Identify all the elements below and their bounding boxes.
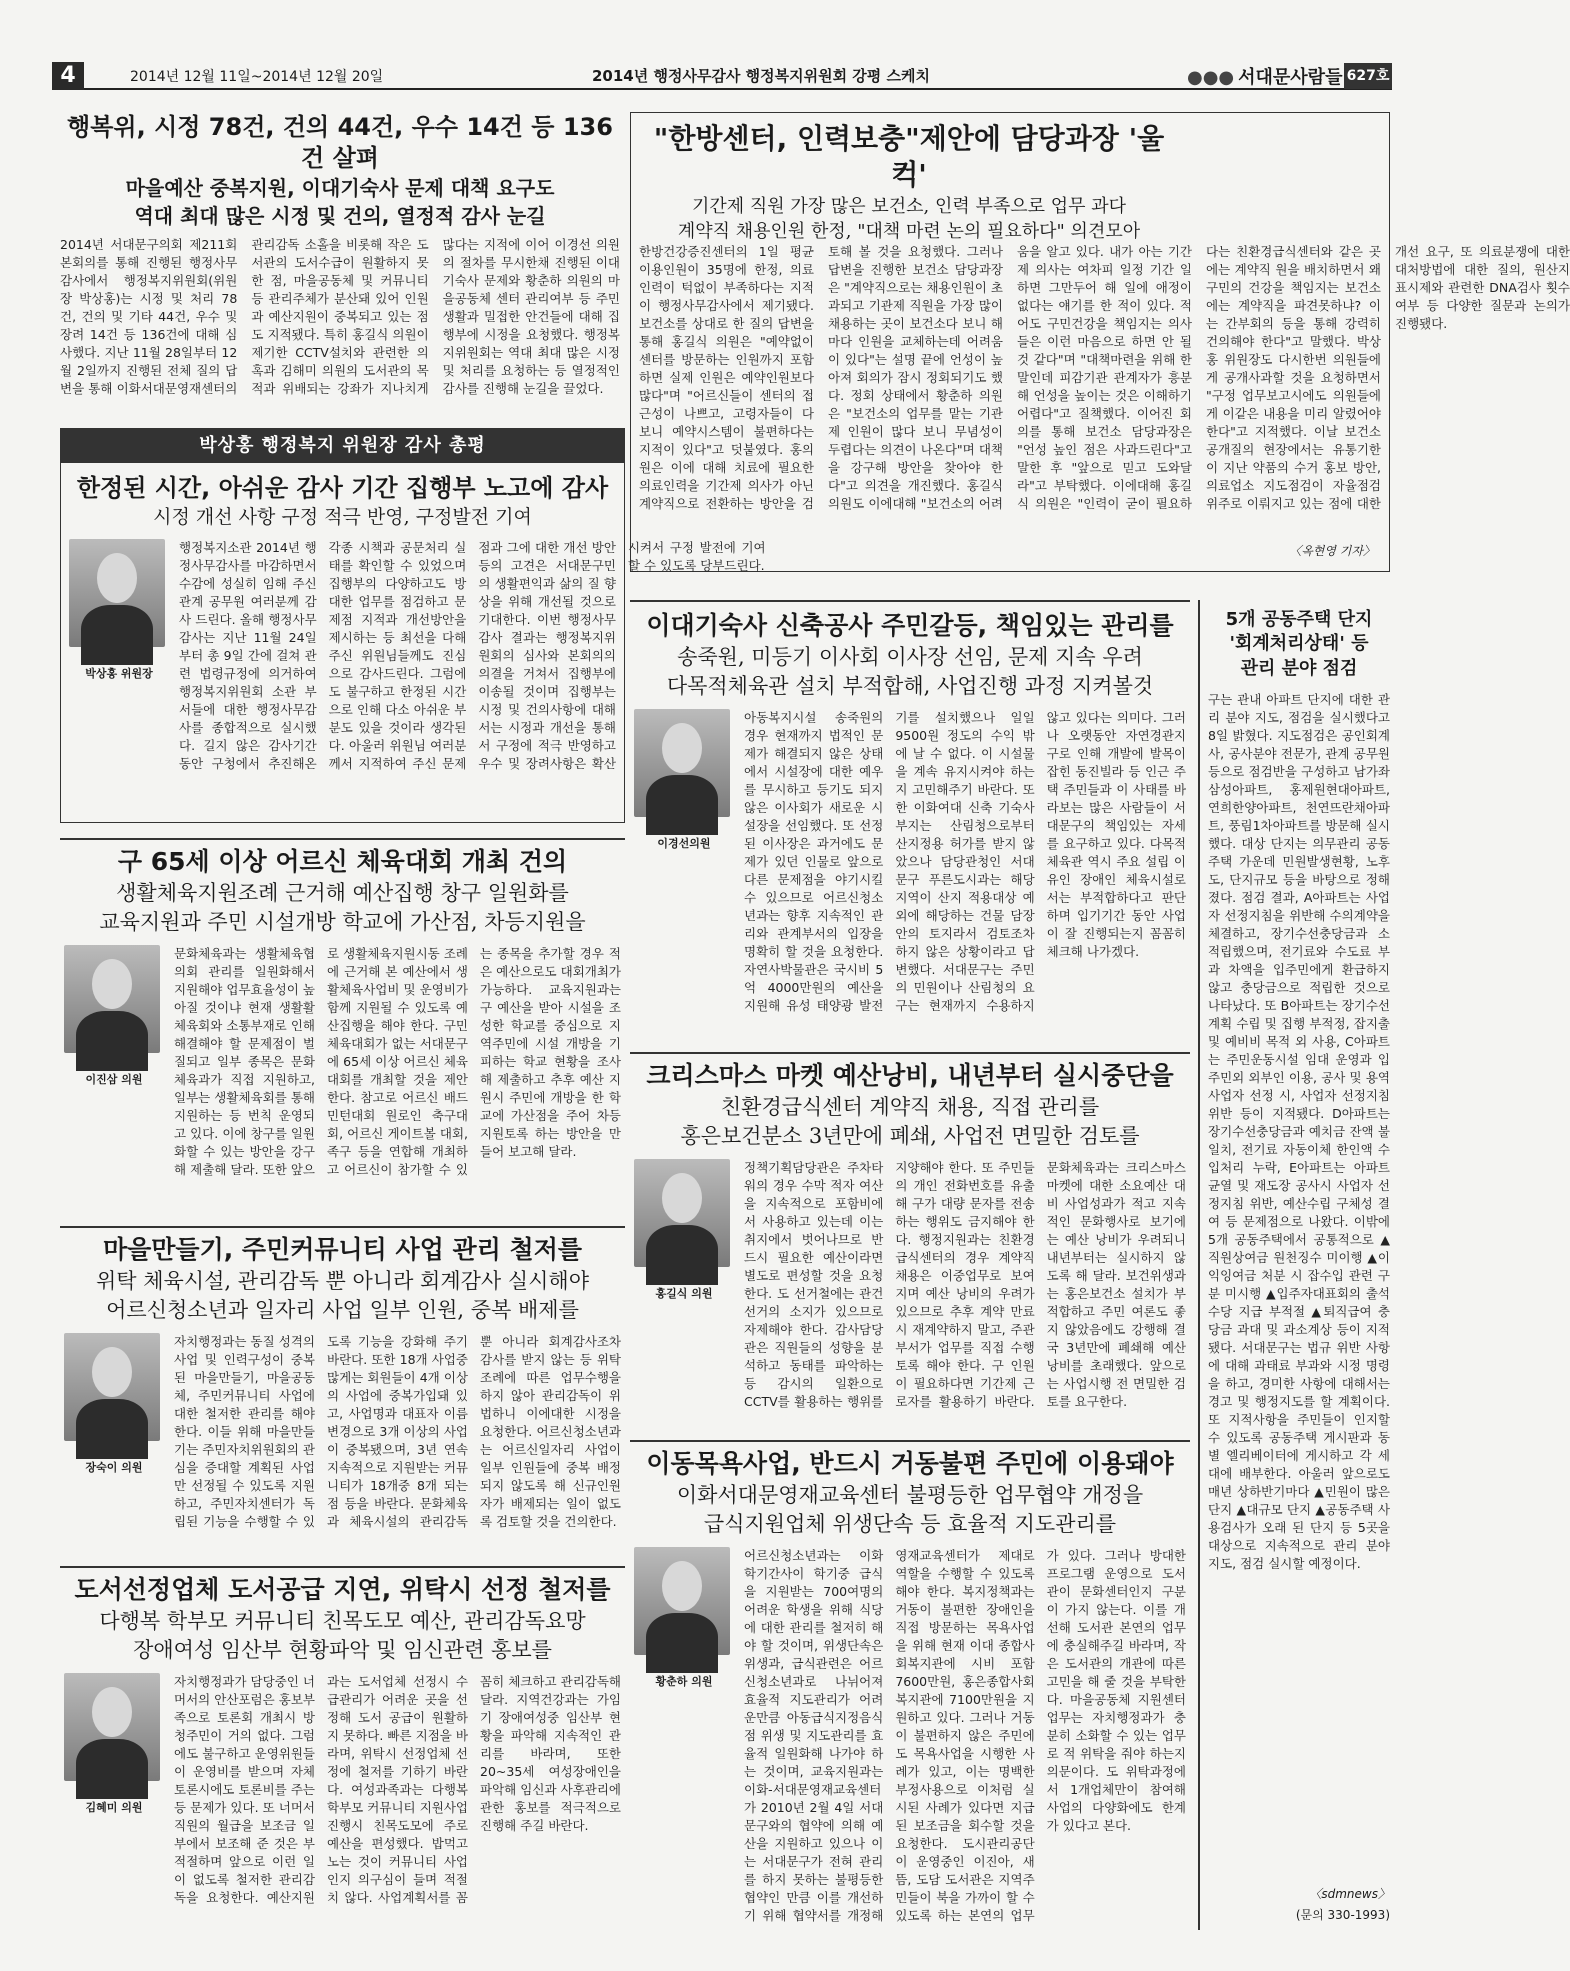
councilor-photo [64,1673,164,1815]
paper-logo [1187,63,1392,89]
article-subtitle: 역대 최대 많은 시정 및 건의, 열정적 감사 눈길 [134,204,546,229]
article-review-summary [60,112,620,404]
article-subtitle: 시정 개선 사항 구정 적극 반영, 구정발전 기여 [153,506,532,529]
portrait-image [634,1547,730,1655]
councilor-photo [634,1547,734,1689]
divider [630,600,1190,602]
portrait-image [64,1333,160,1441]
article-body: 행정복지소관 2014년 행정사무감사를 마감하면서 수감에 성실히 임해 주신 관계 공무원 여러분께 감사 드린다. 올해 행정사무감사는 지난 11월 24일부터 총 9일 간에 걸쳐 관련 법령규정에 의거하여 행정복지위원회 소관 부서들에 대한 행정사무감사를 종합적으로 실시했다. 길지 않은 감사기간 동안 구청에서 추진해온 각종 시책과 공문처리 실태를 확인할 수 있었으며 집행부의 다양하고도 방대한 업무를 점검하고 문제점 지적과 개선방안을 제시하는 등 최선을 다해주신 위원님들께도 진심으로 감사드린다. 그럼에도 불구하고 한정된 시간으로 인해 다소 아쉬운 부분도 있을 것이라 생각된다. 아울러 위원님 여러분께서 지적하여 주신 문제점과 그에 대한 개선 방안 등의 고견은 서대문구민의 생활편익과 삶의 질 향상을 위해 개선될 것으로 기대한다. 이번 행정사무감사 결과는 행정복지위원회의 심사와 본회의의 의결을 거쳐서 집행부에 이송될 것이며 집행부는 시정 및 건의사항에 대해서는 시정과 개선을 통해서 구정에 적극 반영하고 우수 및 장려사항은 확산시켜서 구정 발전에 기여할 수 있도록 당부드린다. [179,539,766,771]
portrait-image [64,1673,160,1781]
section-title: 2014년 행정사무감사 행정복지위원회 강평 스케치 [592,67,930,85]
article-subtitle: 어르신청소년과 일자리 사업 일부 인원, 중복 배제를 [106,1297,579,1322]
contact-info: (문의 330-1993) [1295,1907,1390,1922]
divider [630,1440,1190,1442]
article-title: 구 65세 이상 어르신 체육대회 개최 건의 [117,847,568,876]
article-title: 마을만들기, 주민커뮤니티 사업 관리 철저를 [102,1235,582,1264]
divider [60,1226,625,1228]
article-subtitle: 급식지원업체 위생단속 등 효율적 지도관리를 [703,1511,1117,1536]
article-health-center [630,112,1570,572]
article-chair-review [60,428,766,823]
councilor-photo [64,1333,164,1475]
article-title: 5개 공동주택 단지 [1225,609,1373,630]
article-body: 어르신청소년과는 이화 학기간사이 학기중 급식을 지원받는 700여명의 어려운 학생을 위해 식당에 대한 관리를 철저히 해야 할 것이며, 위생단속은 위생과, 급식관련은 어르신청소년과로 나뉘어져 효율적 지도관리가 어려운만큼 아동급식지정음식점 위생 및 지도관리를 효율적 일원화해 나가야 하는 것이며, 교육지원과는 이화-서대문영재교육센터가 2010년 2월 4일 서대문구와의 협약에 의해 예산을 지원하고 있으나 이는 서대문구가 전혀 관리를 하지 못하는 불평등한 협약인 만큼 이를 개선하기 위해 협약서를 개정해 영재교육센터가 제대로 역할을 수행할 수 있도록 해야 한다. 복지정책과는 거동이 불편한 장애인을 직접 방문하는 목욕사업을 위해 현재 이대 종합사회복지관에 시비 포함 7600만원, 홍은종합사회복지관에 7100만원을 지원하고 있다. 그러나 거동이 불편하지 않은 주민에도 목욕사업을 시행한 사례가 있고, 이는 명백한 부정사용으로 이처럼 실시된 사례가 있다면 지급된 보조금을 회수할 것을 요청한다. 도시관리공단이 운영중인 이진아, 새뜸, 도담 도서관은 지역주민들이 북을 가까이 할 수 있도록 하는 본연의 업무가 있다. 그러나 방대한 프로그램 운영으로 도서관이 문화센터인지 구분이 가지 않는다. 이를 개선해 도서관 본연의 업무에 충실해주길 바라며, 작은 도서관의 개관에 따른 고민을 해 줄 것을 부탁한다. 마을공동체 지원센터 업무는 자치행정과가 충분히 소화할 수 있는 업무로 적 위탁을 줘야 하는지 의문이다. 도 위탁과정에서 1개업체만이 참여해 사업의 다양화에도 한계가 있다고 본다. [744,1548,1186,1924]
article-subtitle: 기간제 직원 가장 많은 보건소, 인력 부족으로 업무 과다 [691,195,1127,217]
article-body: 문화체육과는 생활체육협의회 관리를 일원화해서 지원해야 업무효율성이 높아질 것이냐 현재 생활활체육회와 소통부재로 인해 해결해야 할 문제점이 벌질되고 일부 종목은 문화체육과가 직접 지원하고, 일부는 생활체육회를 통해 지원하는 등 번칙 운영되고 있다. 이에 창구를 일원화할 수 있는 방안을 강구해 제출해 달라. 또한 앞으로 생활체육지원시동 조례에 근거해 본 예산에서 생활체육사업비 및 운영비가 함께 지원될 수 있도록 예산집행을 해야 한다. 구민체육대회가 없는 서대문구에 65세 이상 어르신 체육대회를 개최할 것을 제안한다. 참고로 어르신 배드민턴대회 원로인 축구대회, 어르신 게이트볼 대회, 족구 등을 연합해 개최하고 어르신이 참가할 수 있는 종목을 추가할 경우 적은 예산으로도 대회개최가 가능하다. 교육지원과는 구 예산을 받아 시설을 조성한 학교를 중심으로 지역주민에 시설 개방을 기피하는 학교 현황을 조사해 제출하고 추후 예산 지원시 주민에 개방을 한 학교에 가산점을 주어 차등지원토록 하는 방안을 만들어 보고해 달라. [174,946,621,1178]
article-subtitle: 계약직 채용인원 한정, "대책 마련 논의 필요하다" 의견모아 [677,220,1141,242]
article-subtitle: 마을예산 중복지원, 이대기숙사 문제 대책 요구도 [125,176,555,201]
page-header [52,62,1392,90]
article-title: 크리스마스 마켓 예산낭비, 내년부터 실시중단을 [646,1061,1174,1090]
article-subtitle: 이화서대문영재교육센터 불평등한 업무협약 개정을 [676,1482,1144,1507]
column-divider [1198,600,1200,1930]
divider [60,1566,625,1568]
logo-dots-icon: ●●● [1187,67,1235,88]
article-byline: 〈옥현영 기자〉 [1289,544,1375,558]
article-mobile-bath [630,1448,1190,1938]
article-subtitle: 장애여성 임산부 현황파악 및 임신관련 홍보를 [133,1637,552,1662]
photo-caption: 홍길식 의원 [655,1287,713,1301]
article-body: 구는 관내 아파트 단지에 대한 관리 분야 지도, 점검을 실시했다고 8일 밝혔다. 지도점검은 공인회계사, 공사분야 전문가, 관계 공무원 등으로 점검반을 구성하고 남가좌삼성아파트, 홍제원현대아파트, 연희한양아파트, 천연뜨란채아파트, 풍림1차아파트를 방문해 실시했다. 대상 단지는 의무관리 공동주택 가운데 민원발생현황, 노후도, 단지규모 등을 바탕으로 정해졌다. 점검 결과, A아파트는 사업자 선정지침을 위반해 수의계약을 체결하고, 장기수선충당금과 소 적립했으며, 전기료와 수도료 부과 차액을 입주민에게 환급하지 않고 충당금으로 적립한 것으로 나타났다. 또 B아파트는 장기수선계획 수립 및 집행 부적정, 잡지출 및 예비비 목적 외 사용, C아파트는 주민운동시설 임대 운영과 입주민외 외부인 이용, 공사 및 용역 사업자 선정 시, 사업자 선정지침 위반 등이 지적됐다. D아파트는 장기수선충당금과 예치금 잔액 불일치, 전기료 자동이체 한인액 수입처리 누락, E아파트는 아파트 균열 및 재도장 공사시 사업자 선정지침 위반, 예산수립 구체성 결여 등 문제점으로 나왔다. 이밖에 5개 공동주택에서 공통적으로 ▲직원상여금 원천징수 미이행 ▲이익잉여금 처분 시 잡수입 관련 구분 미시행 ▲입주자대표회의 출석수당 지급 부적절 ▲퇴직급여 충당금 과대 및 과소계상 등이 지적됐다. 서대문구는 법규 위반 사항에 대해 과태료 부과와 시정 명령을 하고, 경미한 사항에 대해서는 경고 및 행정지도를 할 계획이다. 또 지적사항을 주민들이 인지할 수 있도록 공동주택 게시판과 동별 엘리베이터에 게시하고 각 세대에 배부한다. 아울러 앞으로도 매년 상하반기마다 ▲민원이 많은 단지 ▲대규모 단지 ▲공동주택 사용검사가 오래 된 단지 등 5곳을 대상으로 지속적으로 관리 분야 지도, 점검 실시할 예정이다. [1208,691,1390,1571]
article-body: 자치행정과가 담당중인 너머서의 안산포럼은 홍보부족으로 토론회 개최시 방청주민이 거의 없다. 그럼에도 불구하고 운영위원들이 운영비를 받으며 자체 토론시에도 토론비를 주는 등 문제가 있다. 또 너머서 직원의 월급을 보조금 일부에서 보조해 준 것은 부적절하며 앞으로 이런 일이 없도록 철저한 관리감독을 요청한다. 예산지원과는 도서업체 선정시 수급관리가 어려운 곳을 선정해 도서 공급이 원활하지 못하다. 빠른 지점을 바라며, 위탁시 선정업체 선정에 철저를 기하기 바란다. 여성과족과는 다행복 학부모 커뮤니티 지원사업 진행시 친목도모에 주로 예산을 편성했다. 밥먹고 노는 것이 커뮤니티 사업인지 의구심이 들며 적절치 않다. 사업계획서를 꼼꼼히 체크하고 관리감독해 달라. 지역건강과는 가임기 장애여성중 임산부 현황을 파악해 지속적인 관리를 바라며, 또한 20~35세 여성장애인을 파악해 임신과 사후관리에 관한 홍보를 적극적으로 진행해 주길 바란다. [174,1674,621,1906]
article-body: 자치행정과는 동질 성격의 사업 및 인력구성이 중복된 마을만들기, 마을공동체, 주민커뮤니티 사업에 대한 철저한 관리를 해야 한다. 이들 위해 마을만들기는 주민자치위원회의 관심을 증대할 계획된 사업만 선정될 수 있도록 지원하고, 주민자치센터가 독립된 기능을 수행할 수 있도록 기능을 강화해 주기 바란다. 또한 18개 사업중 많게는 회원들이 4개 이상의 사업에 중복가입돼 있고, 사업명과 대표자 이름변경으로 3개 이상의 사업이 중복됐으며, 3년 연속 지속적으로 지원받는 커뮤니티가 18개중 8개 되는 점 등을 바란다. 문화체육과 체육시설의 관리감독 뿐 아니라 회계감사조차 감사를 받지 않는 등 위탁 조례에 따른 업무수행을 하지 않아 관리감독이 위법하니 이에대한 시정을 요청한다. 어르신청소년과는 어르신일자리 사업이 일부 인원들에 중복 배정되지 않도록 해 신규인원자가 배제되는 일이 없도록 검토할 것을 건의한다. [174,1334,621,1530]
article-library-supply [60,1574,625,1934]
article-title: 이동목욕사업, 반드시 거동불편 주민에 이용돼야 [646,1449,1174,1478]
article-body: 한방건강증진센터의 1일 평균 이용인원이 35명에 한정, 의료인력이 턱없이 부족하다는 지적이 행정사무감사에서 제기됐다. 보건소를 상대로 한 질의 답변을 통해 홍길식 의원은 "예약없이 센터를 방문하는 인원까지 포함하면 실제 인원은 예약인원보다 많다"며 "어르신들이 센터의 접근성이 나쁘고, 고령자들이 다 보니 예약시스템이 불편하다는 지적이 있다"고 덧붙였다. 홍의원은 이에 대해 치료에 필요한 의료인력을 기간제 의사가 아닌 계약직으로 전환하는 방안을 검토해 볼 것을 요청했다. 그러나 답변을 진행한 보건소 담당과장은 "계약직으로는 채용인원이 초과되고 기관제 직원을 가장 많이 채용하는 곳이 보건소다 보니 해마다 인원을 교체하는데 어려움이 있다"는 설명 끝에 언성이 높아져 회의가 잠시 정회되기도 했다. 정회 상태에서 황춘하 의원은 "보건소의 업무를 맡는 기관제 인원이 많다 보니 무념성이 두렵다는 의견이 나온다"며 대책을 강구해 방안을 찾아야 한다"고 의견을 개진했다. 홍길식 의원도 이에대해 "보건소의 어려움을 알고 있다. 내가 아는 기간제 의사는 여차피 일정 기간 일하면 그만두어 해 일에 애정이 없다는 얘기를 한 적이 있다. 적어도 구민건강을 책임지는 의사들은 이런 마음으로 하면 안 될 것 같다"며 "대책마련을 위해 한말인데 피감기관 관계자가 흥분해 언성을 높이는 것은 이해하기 어렵다"고 질책했다. 이어진 회의를 통해 보건소 담당과장은 "언성 높인 점은 사과드린다"고 말한 후 "앞으로 믿고 도와달라"고 부탁했다. 이에대해 홍길식 의원은 "인력이 굳이 필요하다는 친환경급식센터와 같은 곳에는 계약직 원을 배치하면서 왜 구민의 건강을 책임지는 보건소에는 계약직을 파견못하냐? 이는 간부회의 등을 통해 강력히 건의해야 한다"고 말했다. 박상홍 위원장도 다시한번 의원들에게 공개사과할 것을 요청하면서 "구정 업무보고시에도 의원들에게 이같은 내용을 미리 알렸어야 한다"고 지적했다. 이날 보건소 공개질의 현장에서는 유통기한이 지난 약품의 수거 홍보 방안, 의료업소 지도점검이 자율점검 위주로 이뤄지고 있는 점에 대한 개선 요구, 또 의료분쟁에 대한 대처방법에 대한 질의, 원산지 표시제와 관련한 DNA검사 횟수 여부 등 다양한 질문과 논의가 진행됐다. [639,244,1570,511]
issue-date-range: 2014년 12월 11일~2014년 12월 20일 [130,69,384,85]
councilor-photo [64,945,164,1087]
article-subtitle: 교육지원과 주민 시설개방 학교에 가산점, 차등지원을 [99,909,586,934]
article-subtitle: 다목적체육관 설치 부적합해, 사업진행 과정 지켜볼것 [666,673,1154,698]
article-title: '회계처리상태' 등 [1229,633,1369,655]
article-subtitle: 친환경급식센터 계약직 채용, 직접 관리를 [720,1094,1100,1119]
article-subtitle: 홍은보건분소 3년만에 폐쇄, 사업전 면밀한 검토를 [680,1123,1140,1148]
article-senior-sports [60,846,625,1226]
article-title: 관리 분야 점검 [1240,657,1358,679]
article-body: 정책기획담당관은 주차타워의 경우 수막 적자 여산을 지속적으로 포함비에서 사용하고 있는데 이는 취지에서 벗어나므로 반드시 필요한 예산이라면 별도로 편성할 것을 요청한다. 도 선거철에는 관건선거의 소지가 있으므로 자제해야 한다. 감사담당관은 직원들의 성향을 분석하고 동태를 파악하는 등 감시의 일환으로 CCTV를 활용하는 행위를 지양해야 한다. 또 주민들의 개인 전화번호를 유출해 구가 대량 문자를 전송하는 행위도 금지해야 한다. 행정지원과는 친환경 급식센터의 경우 계약직 채용은 이중업무로 보여지며 예산 낭비의 우려가 있으므로 추후 계약 만료시 재계약하지 말고, 주관 부서가 업무를 직접 수행토록 해야 한다. 구 인원이 필요하다면 기간제 근로자를 활용하기 바란다. 문화체육과는 크리스마스 마켓에 대한 소요예산 대비 사업성과가 적고 지속적인 문화행사로 보기에는 예산 낭비가 우려되니 내년부터는 실시하지 않도록 해 달라. 보건위생과는 홍은보건소 설치가 부적합하고 주민 여론도 좋지 않았음에도 강행해 결국 3년만에 폐쇄해 예산낭비를 초래했다. 앞으로는 사업시행 전 면밀한 검토를 요구한다. [744,1160,1186,1410]
photo-caption: 장숙이 의원 [85,1461,143,1475]
article-dormitory [630,610,1190,1050]
article-body: 2014년 서대문구의회 제211회 본회의를 통해 진행된 행정사무감사에서 행정복지위원회(위원장 박상홍)는 시정 및 처리 78건, 건의 및 기타 44건, 우수 및 장려 14건 등 136건에 대해 심사했다. 지난 11월 28일부터 12월 2일까지 진행된 전체 질의 답변을 통해 이화서대문영재센터의 관리감독 소홀을 비롯해 작은 도서관의 도서수급이 원활하지 못한 점, 마을공동체 및 커뮤니티 등 관리주체가 분산돼 있어 인원과 예산지원이 중복되고 있는 점도 지적됐다. 특히 홍길식 의원이 제기한 CCTV설치와 관련한 의혹과 김해미 의원의 도서관의 목적과 위배되는 강좌가 지나치게 많다는 지적에 이어 이경선 의원의 절차를 무시한채 진행된 이대기숙사 문제와 황춘하 의원의 마을공동체 센터 관리여부 등 주민생활과 밀접한 안건들에 대해 집행부에 시정을 요청했다. 행정복지위원회는 역대 최대 많은 시정 및 처리를 요청하는 등 열정적인 감사를 진행해 눈길을 끌었다. [60,237,620,397]
article-subtitle: 송죽원, 미등기 이사회 이사장 선임, 문제 지속 우려 [677,644,1143,669]
article-title: 이대기숙사 신축공사 주민갈등, 책임있는 관리를 [646,611,1174,640]
section-banner: 박상홍 행정복지 위원장 감사 총평 [61,429,624,463]
article-title: "한방센터, 인력보충"제안에 담당과장 '울컥' [653,122,1165,192]
article-title: 도서선정업체 도서공급 지연, 위탁시 선정 철저를 [74,1575,611,1604]
article-subtitle: 생활체육지원조례 근거해 예산집행 창구 일원화를 [116,880,569,905]
portrait-image [69,539,165,647]
councilor-photo [69,539,169,681]
article-title: 한정된 시간, 아쉬운 감사 기간 집행부 노고에 감사 [76,474,609,502]
article-subtitle: 위탁 체육시설, 관리감독 뿐 아니라 회계감사 실시해야 [95,1268,590,1293]
councilor-photo [634,1159,734,1301]
photo-caption: 황춘하 의원 [655,1675,713,1689]
issue-number: 627호 [1344,63,1392,89]
divider [630,1052,1190,1054]
photo-caption: 박상홍 위원장 [85,666,153,680]
article-christmas-market [630,1060,1190,1435]
page-number: 4 [52,62,84,90]
photo-caption: 이경선의원 [657,837,711,851]
photo-caption: 김혜미 의원 [85,1801,143,1815]
portrait-image [634,709,730,817]
article-apartment-inspection [1208,608,1390,1928]
article-title: 행복위, 시정 78건, 건의 44건, 우수 14건 등 136건 살펴 [67,113,613,173]
photo-caption: 이진삼 의원 [85,1073,143,1087]
article-village-community [60,1234,625,1564]
article-subtitle: 다행복 학부모 커뮤니티 친목도모 예산, 관리감독요망 [99,1608,586,1633]
article-body: 아동복지시설 송죽원의 경우 현재까지 법적인 문제가 해결되지 않은 상태에서 시설장에 대한 예우를 무시하고 등기도 되지 않은 이사회가 새로운 시설장을 선임했다. 또 선정된 이사장은 과거에도 문제가 있던 인물로 앞으로 다른 문제점을 야기시킬 수 있으므로 어르신청소년과는 향후 지속적인 관리와 관계부서의 입장을 명확히 할 것을 요청한다. 자연사박물관은 국시비 5억 4000만원의 예산을 지원해 유성 태양광 발전기를 설치했으나 일일 9500원 정도의 수익 밖에 날 수 없다. 이 시설물을 계속 유지시켜야 하는지 고민해주기 바란다. 또한 이화여대 신축 기숙사부지는 산림청으로부터 산지정용 허가를 받지 않았으나 담당관청인 서대문구 푸른도시과는 해당지역이 산지 적용대상 예외에 해당하는 건물 담장안의 토지라서 검토조차 하지 않은 상황이라고 답변했다. 서대문구는 주민의 민원이나 산림청의 요구는 현재까지 수용하지 않고 있다는 의미다. 그러나 오랫동안 자연경관지구로 인해 개발에 발목이 잡힌 동진빌라 등 인근 주택 주민들과 이 사태를 바라보는 많은 사람들이 서대문구의 책임있는 자세를 요구하고 있다. 다목적 체육관 역시 주요 설립 이유인 장애인 체육시설로서는 부적합하다고 판단하며 입기기간 동안 사업이 잘 진행되는지 꼼꼼히 체크해 나가겠다. [744,710,1186,1014]
divider [60,838,625,840]
portrait-image [634,1159,730,1267]
paper-name: 서대문사람들 [1238,67,1343,88]
councilor-photo [634,709,734,851]
article-byline: 〈sdmnews〉 [1309,1886,1390,1901]
portrait-image [64,945,160,1053]
